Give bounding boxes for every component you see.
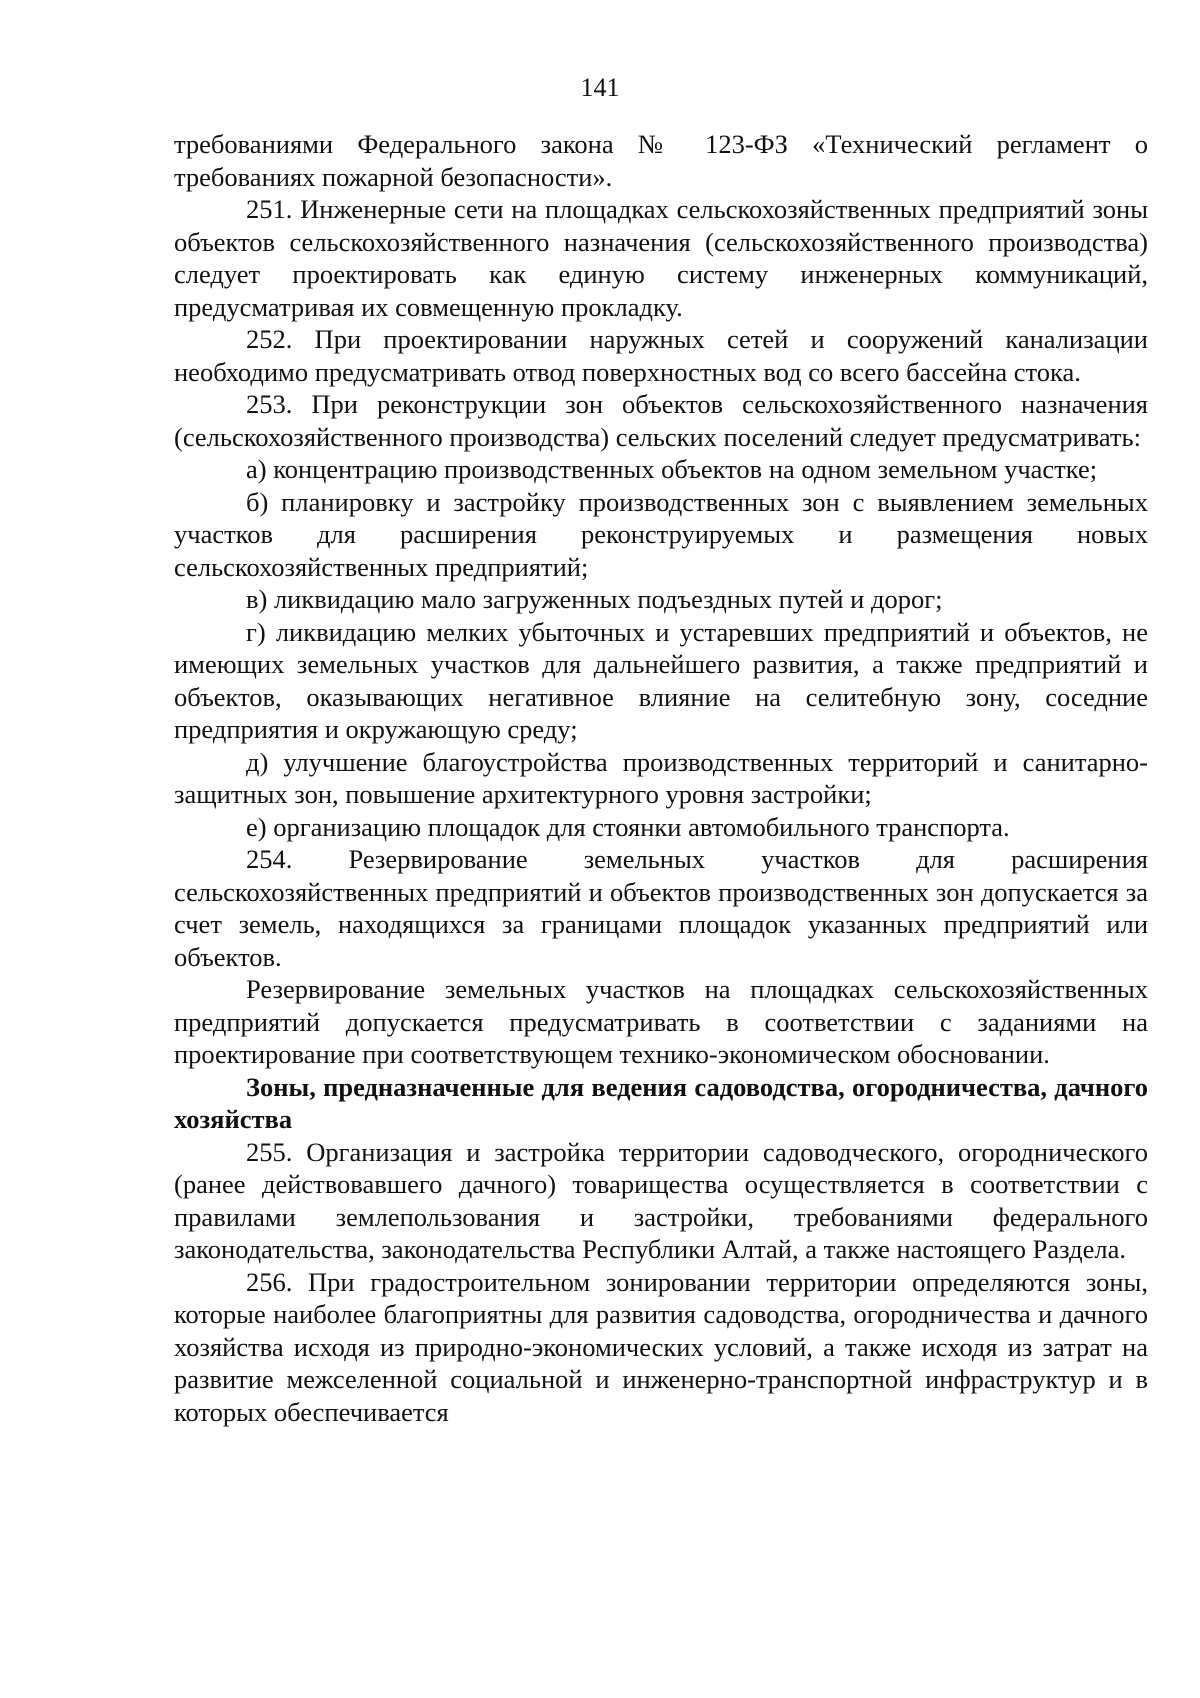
- list-item-b: б) планировку и застройку производственных зон с выявлением земельных участков для расширения реконструируемых и размещения новых сельскохозяйственных предприятий;: [174, 486, 1148, 582]
- list-item-v: в) ликвидацию мало загруженных подъездных путей и дорог;: [246, 584, 943, 614]
- paragraph-254-continued: Резервирование земельных участков на площадках сельскохозяйственных предприятий допускается предусматривать в соответствии с заданиями на проектирование при соответствующем технико-экономическом обосновании.: [174, 974, 1148, 1069]
- list-item-e: е) организацию площадок для стоянки автомобильного транспорта.: [246, 811, 1010, 842]
- page-number: 141: [580, 73, 620, 102]
- paragraph-252: 252. При проектировании наружных сетей и сооружений канализации необходимо предусматривать отвод поверхностных вод со всего бассейна стока.: [174, 324, 1148, 387]
- list-item-a: а) концентрацию производственных объектов на одном земельном участке;: [246, 454, 1098, 484]
- list-item-g: г) ликвидацию мелких убыточных и устаревших предприятий и объектов, не имеющих земельных участков для дальнейшего развития, а также предприятий и объектов, оказывающих негативное влияние на селитебную зону, соседние предприятия и окружающую среду;: [174, 616, 1148, 744]
- paragraph-256: 256. При градостроительном зонировании территории определяются зоны, которые наиболее благоприятны для развития садоводства, огородничества и дачного хозяйства исходя из природно-экономических условий, а также исходя из затрат на развитие межселенной социальной и инженерно-транспортной инфраструктур и в которых обеспечивается: [174, 1266, 1148, 1427]
- section-heading: Зоны, предназначенные для ведения садоводства, огородничества, дачного хозяйства: [174, 1071, 1148, 1134]
- paragraph-continuation: требованиями Федерального закона № 123-ФЗ «Технический регламент о требованиях пожарной безопасности».: [174, 129, 1148, 192]
- paragraph-253: 253. При реконструкции зон объектов сельскохозяйственного назначения (сельскохозяйственного производства) сельских поселений следует предусматривать:: [174, 389, 1148, 452]
- document-body: [174, 128, 1148, 1428]
- paragraph-251: 251. Инженерные сети на площадках сельскохозяйственных предприятий зоны объектов сельскохозяйственного назначения (сельскохозяйственного производства) следует проектировать как единую систему инженерных коммуникаций, предусматривая их совмещенную прокладку.: [174, 194, 1148, 322]
- paragraph-255: 255. Организация и застройка территории садоводческого, огороднического (ранее действовавшего дачного) товарищества осуществляется в соответствии с правилами землепользования и застройки, требованиями федерального законодательства, законодательства Республики Алтай, а также настоящего Раздела.: [174, 1136, 1148, 1264]
- list-item-d: д) улучшение благоустройства производственных территорий и санитарно-защитных зон, повышение архитектурного уровня застройки;: [174, 746, 1148, 809]
- paragraph-254: 254. Резервирование земельных участков для расширения сельскохозяйственных предприятий и объектов производственных зон допускается за счет земель, находящихся за границами площадок указанных предприятий или объектов.: [174, 844, 1148, 972]
